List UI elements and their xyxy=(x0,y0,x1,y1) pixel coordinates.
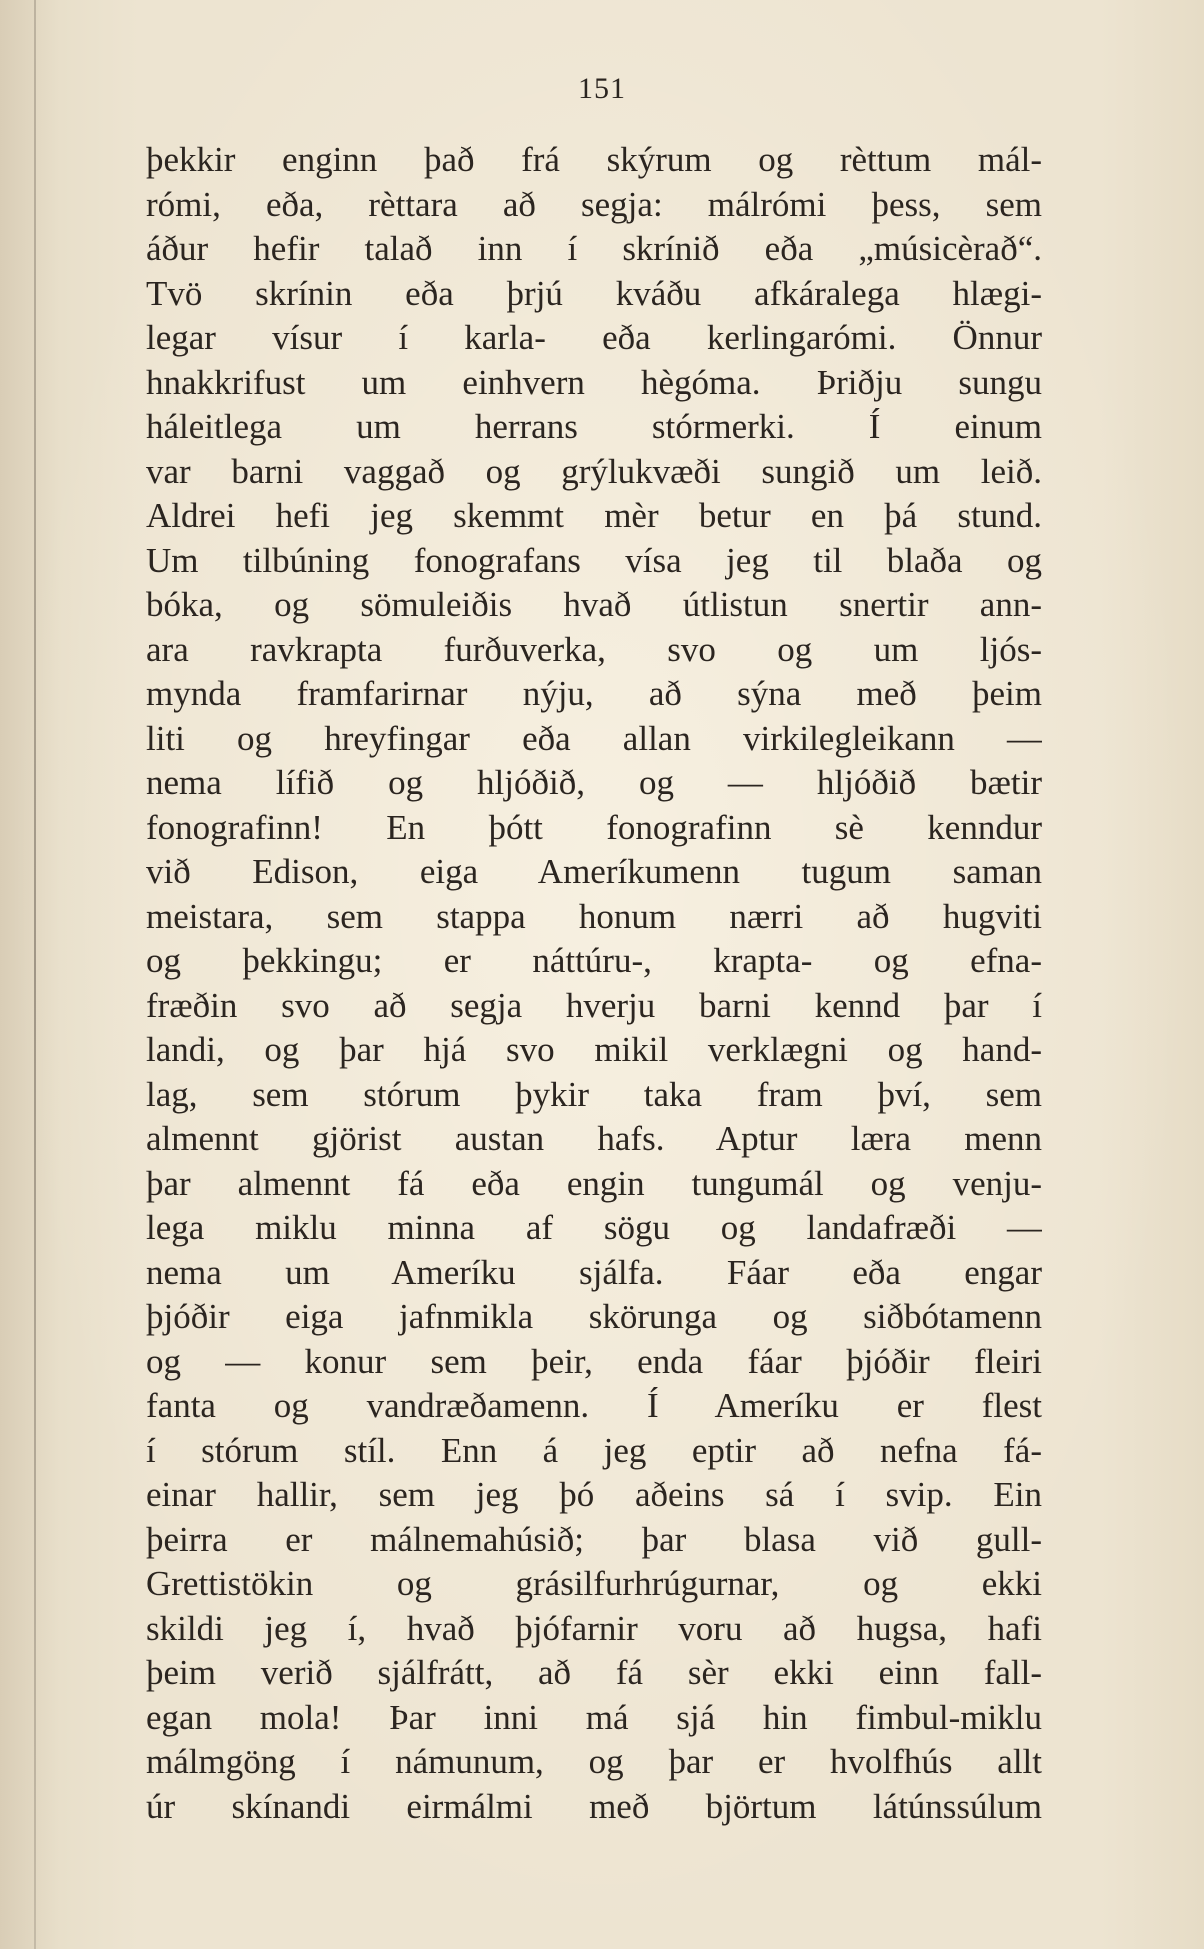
text-line: þeim verið sjálfrátt, að fá sèr ekki einn fall- xyxy=(146,1653,1042,1692)
text-line: einar hallir, sem jeg þó aðeins sá í svip. Ein xyxy=(146,1475,1042,1514)
text-line: nema um Ameríku sjálfa. Fáar eða engar xyxy=(146,1252,1042,1292)
text-line: nema lífið og hljóðið, og — hljóðið bætir xyxy=(146,763,1042,802)
text-line: málmgöng í námunum, og þar er hvolfhús allt xyxy=(146,1742,1042,1781)
text-line: þekkir enginn það frá skýrum og rèttum mál- xyxy=(146,140,1042,179)
text-line: Aldrei hefi jeg skemmt mèr betur en þá stund. xyxy=(146,496,1042,535)
text-line: fræðin svo að segja hverju barni kennd þar í xyxy=(146,985,1042,1025)
text-line: bóka, og sömuleiðis hvað útlistun snertir ann- xyxy=(146,585,1042,624)
text-line: í stórum stíl. Enn á jeg eptir að nefna fá- xyxy=(146,1430,1042,1470)
text-line: Grettistökin og grásilfurhrúgurnar, og ekki xyxy=(146,1564,1042,1603)
text-line: mynda framfarirnar nýju, að sýna með þeim xyxy=(146,674,1042,713)
text-line: lag, sem stórum þykir taka fram því, sem xyxy=(146,1074,1042,1114)
text-line: fanta og vandræðamenn. Í Ameríku er flest xyxy=(146,1386,1042,1425)
text-line: hnakkrifust um einhvern hègóma. Þriðju sungu xyxy=(146,362,1042,402)
text-line: þeirra er málnemahúsið; þar blasa við gull- xyxy=(146,1519,1042,1559)
text-line: við Edison, eiga Ameríkumenn tugum saman xyxy=(146,852,1042,891)
text-line: úr skínandi eirmálmi með björtum látúnssúlum xyxy=(146,1786,1042,1826)
text-line: Tvö skrínin eða þrjú kváðu afkáralega hlægi- xyxy=(146,273,1042,313)
text-line: lega miklu minna af sögu og landafræði — xyxy=(146,1208,1042,1247)
text-line: háleitlega um herrans stórmerki. Í einum xyxy=(146,407,1042,446)
text-line: egan mola! Þar inni má sjá hin fimbul-miklu xyxy=(146,1697,1042,1737)
page-gutter xyxy=(34,0,36,1949)
text-line: rómi, eða, rèttara að segja: málrómi þess, sem xyxy=(146,184,1042,224)
text-line: áður hefir talað inn í skrínið eða „músicèrað“. xyxy=(146,229,1042,268)
text-line: Um tilbúning fonografans vísa jeg til blaða og xyxy=(146,540,1042,580)
text-line: liti og hreyfingar eða allan virkilegleikann — xyxy=(146,718,1042,758)
text-line: var barni vaggað og grýlukvæði sungið um leið. xyxy=(146,451,1042,491)
text-line: ara ravkrapta furðuverka, svo og um ljós- xyxy=(146,629,1042,669)
body-text xyxy=(146,138,1042,1829)
text-line: meistara, sem stappa honum nærri að hugviti xyxy=(146,896,1042,936)
text-line: skildi jeg í, hvað þjófarnir voru að hugsa, hafi xyxy=(146,1608,1042,1648)
text-line: almennt gjörist austan hafs. Aptur læra menn xyxy=(146,1119,1042,1158)
text-line: fonografinn! En þótt fonografinn sè kenndur xyxy=(146,807,1042,847)
text-line: þjóðir eiga jafnmikla skörunga og siðbótamenn xyxy=(146,1297,1042,1336)
text-line: og þekkingu; er náttúru-, krapta- og efna- xyxy=(146,941,1042,980)
text-line: legar vísur í karla- eða kerlingarómi. Önnur xyxy=(146,318,1042,357)
text-line: landi, og þar hjá svo mikil verklægni og hand- xyxy=(146,1030,1042,1069)
text-line: þar almennt fá eða engin tungumál og venju- xyxy=(146,1163,1042,1203)
page-number: 151 xyxy=(578,72,626,105)
text-line: og — konur sem þeir, enda fáar þjóðir fleiri xyxy=(146,1341,1042,1381)
